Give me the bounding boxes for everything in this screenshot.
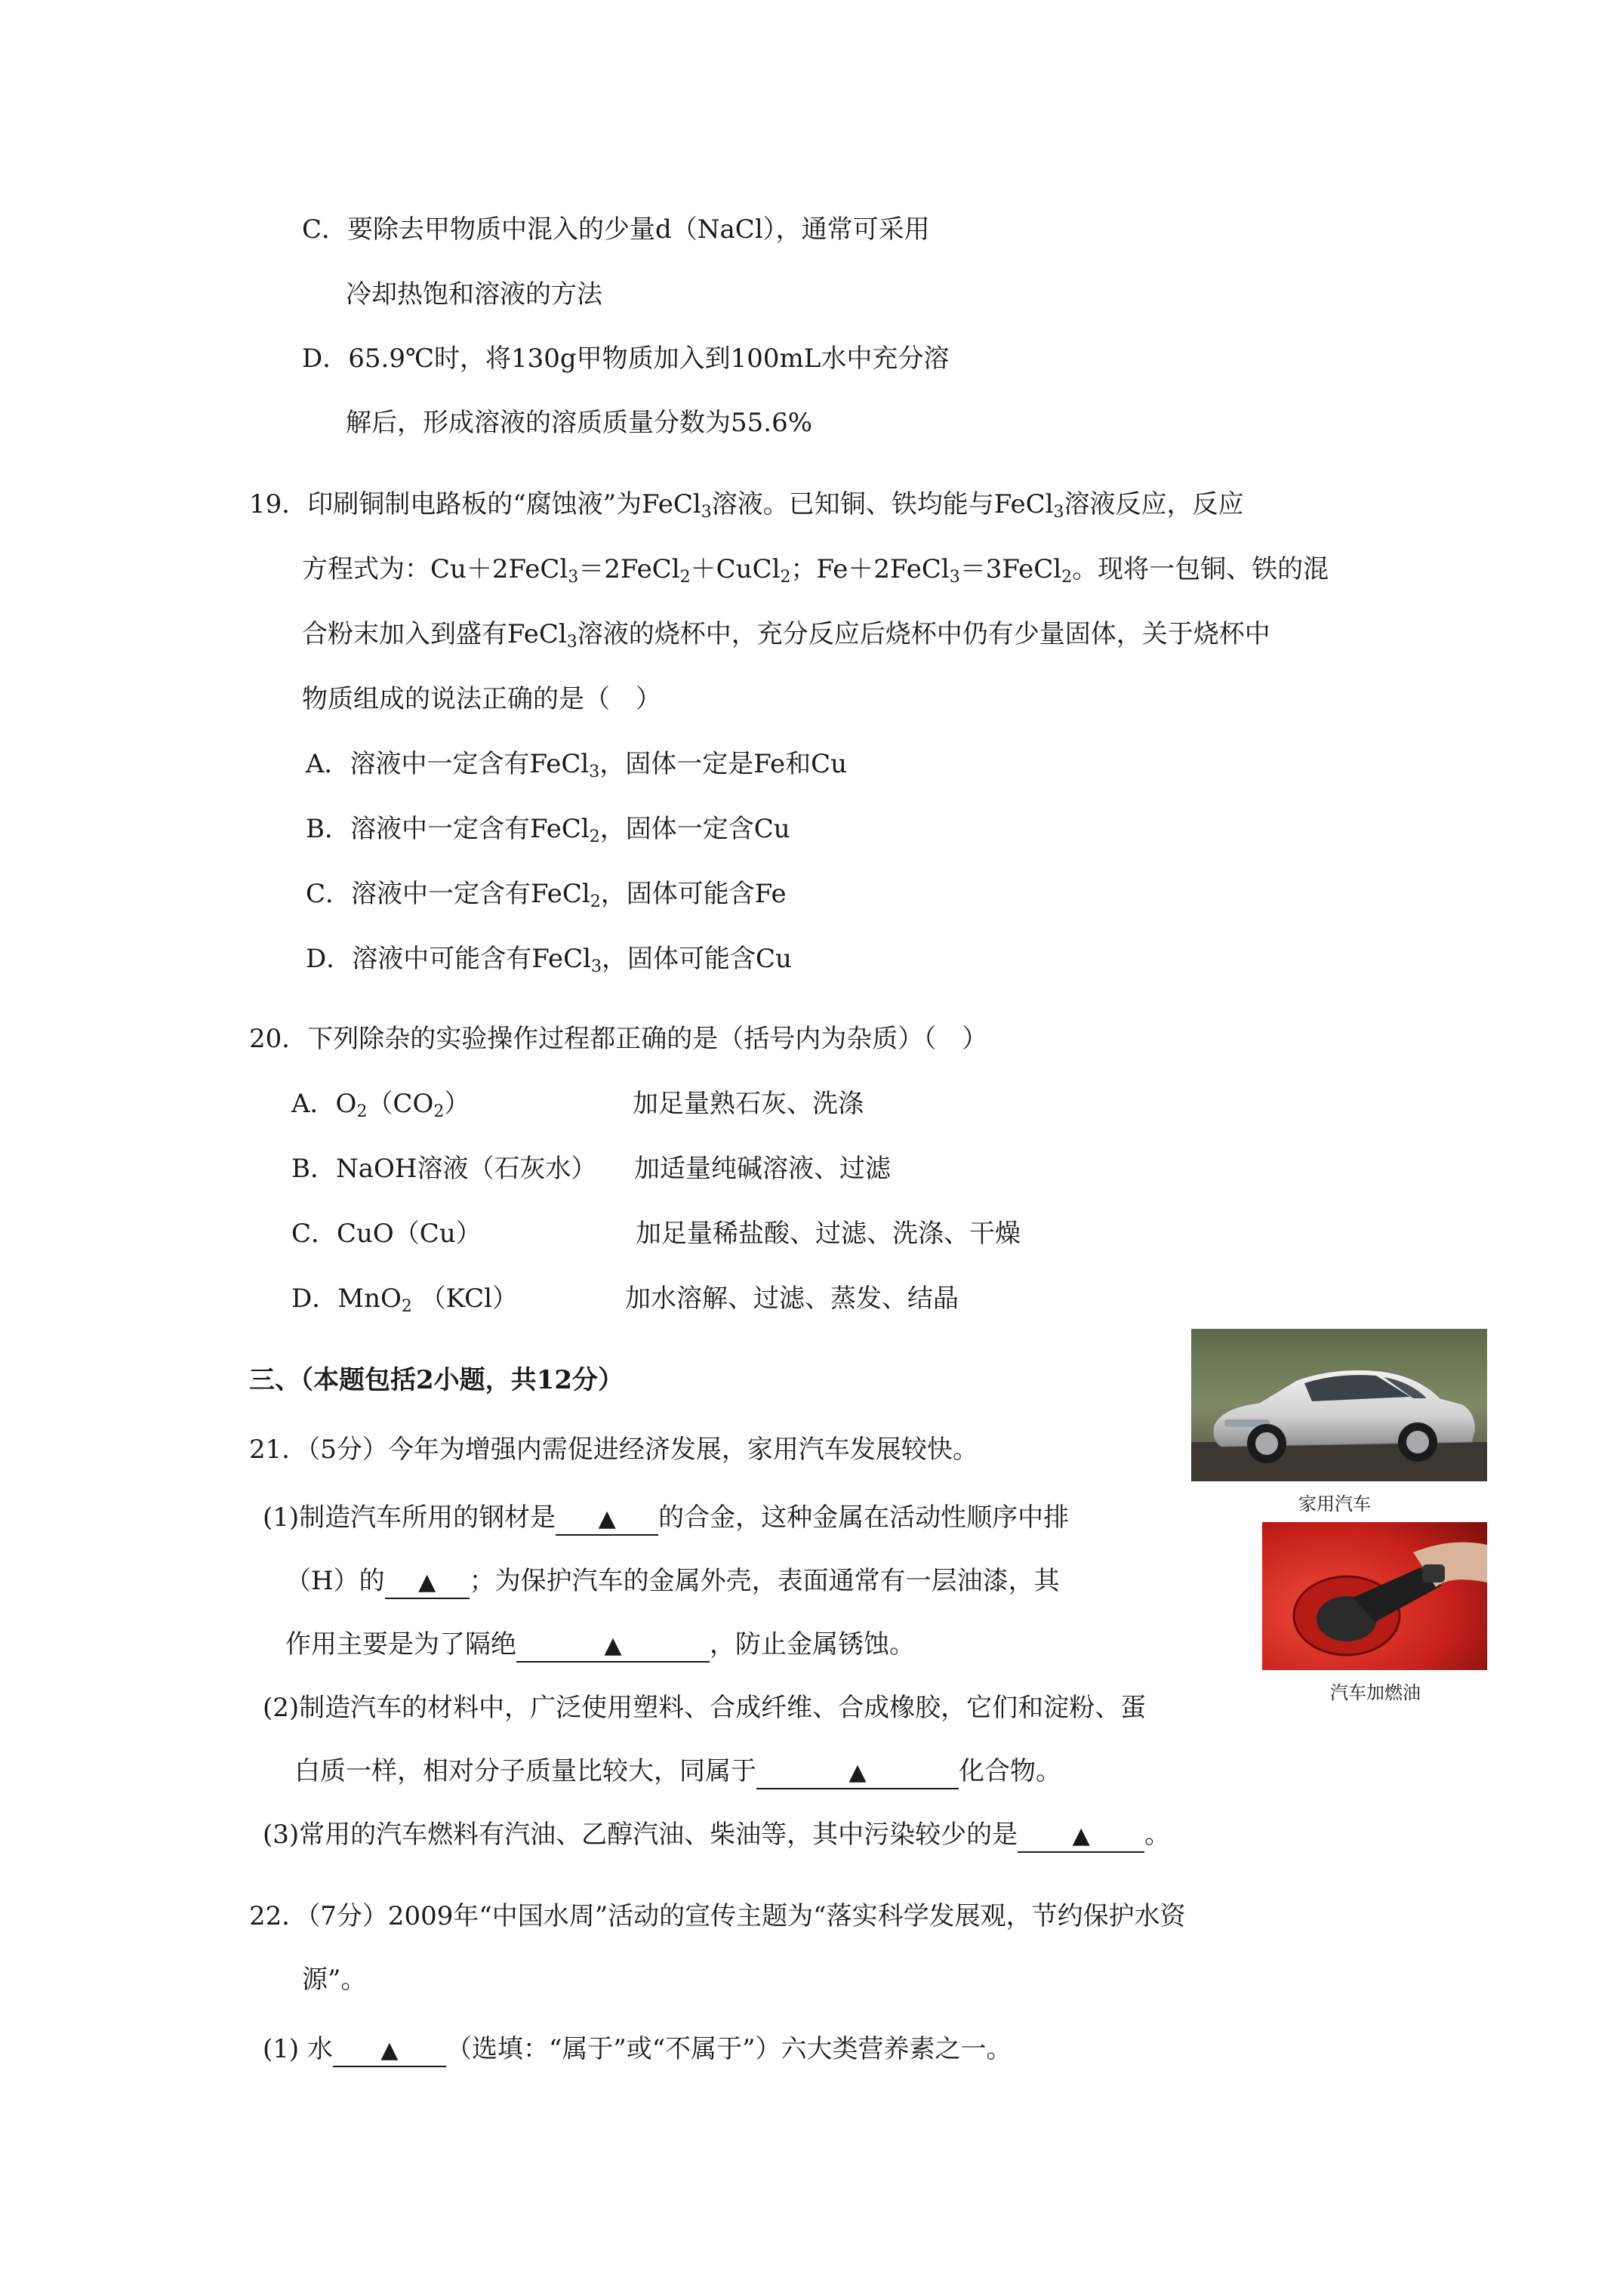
q22-stem-line1: 22．（7分）2009年“中国水周”活动的宣传主题为“落实科学发展观，节约保护水资 [249, 1901, 1186, 1931]
q19-option-a: A．溶液中一定含有FeCl$_3$，固体一定是Fe和Cu [306, 749, 848, 781]
car-refueling-caption: 汽车加燃油 [1330, 1682, 1421, 1703]
q20-option-a: A．$O_2(CO_2)$ [291, 1089, 470, 1121]
q18-option-d-line2: 解后，形成溶液的溶质质量分数为55.6% [346, 408, 813, 438]
q21-stem: 21．（5分）今年为增强内需促进经济发展，家用汽车发展较快。 [249, 1435, 978, 1465]
q19-stem-line1: 19．印刷铜制电路板的“腐蚀液”为FeCl$_3$溶液。已知铜、铁均能与FeCl$_3$溶液反应，反应 [249, 489, 1244, 522]
answer-blank[interactable]: ▲ [516, 1631, 710, 1663]
q21-part1-line3: 作用主要是为了隔绝 ▲ ，防止金属锈蚀。 [285, 1628, 915, 1663]
refueling-image [1262, 1522, 1487, 1670]
section-3-heading: 三、（本题包括2小题，共12分） [249, 1365, 624, 1395]
q21-part3: (3)常用的汽车燃料有汽油、乙醇汽油、柴油等，其中污染较少的是 ▲ 。 [263, 1818, 1170, 1853]
q21-part2-line2: 白质一样，相对分子质量比较大，同属于 ▲ 化合物。 [294, 1755, 1061, 1789]
q21-part1-line2: （H）的 ▲ ；为保护汽车的金属外壳，表面通常有一层油漆，其 [285, 1564, 1060, 1599]
family-car-photo [1191, 1329, 1487, 1481]
q18-option-c-line1: C．要除去甲物质中混入的少量d（NaCl），通常可采用 [302, 214, 930, 245]
answer-blank[interactable]: ▲ [385, 1567, 470, 1599]
q21-part1-line1: (1)制造汽车所用的钢材是 ▲ 的合金，这种金属在活动性顺序中排 [263, 1501, 1069, 1536]
answer-blank[interactable]: ▲ [756, 1758, 959, 1789]
car-image [1191, 1329, 1487, 1481]
q20-stem: 20．下列除杂的实验操作过程都正确的是（括号内为杂质）（ ） [249, 1024, 988, 1054]
q20-option-d: D．MnO$_2$ （KCl） [291, 1284, 519, 1316]
q20-option-c-operation: 加足量稀盐酸、过滤、洗涤、干燥 [636, 1219, 1021, 1249]
q18-option-d-line1: D．65.9℃时，将130g甲物质加入到100mL水中充分溶 [302, 344, 950, 374]
q19-option-c: C．溶液中一定含有FeCl$_2$，固体可能含Fe [306, 879, 787, 911]
q20-option-a-operation: 加足量熟石灰、洗涤 [633, 1089, 864, 1119]
q18-option-c-line2: 冷却热饱和溶液的方法 [346, 279, 602, 310]
q20-option-b: B．NaOH溶液（石灰水） [291, 1154, 597, 1184]
family-car-caption: 家用汽车 [1298, 1493, 1371, 1515]
q19-stem-line2: 方程式为：Cu＋2FeCl$_3$＝2FeCl$_2$＋CuCl$_2$；Fe＋2FeCl$_3$＝3FeCl$_2$。现将一包铜、铁的混 [302, 554, 1329, 587]
q21-part2-line1: (2)制造汽车的材料中，广泛使用塑料、合成纤维、合成橡胶，它们和淀粉、蛋 [263, 1693, 1147, 1723]
q20-option-b-operation: 加适量纯碱溶液、过滤 [634, 1154, 891, 1184]
answer-blank[interactable]: ▲ [556, 1504, 658, 1536]
q19-stem-line4: 物质组成的说法正确的是（ ） [302, 684, 661, 714]
q22-stem-line2: 源”。 [302, 1965, 367, 1995]
q20-option-d-operation: 加水溶解、过滤、蒸发、结晶 [625, 1284, 959, 1314]
q20-option-c: C．CuO（Cu） [291, 1219, 482, 1249]
answer-blank[interactable]: ▲ [333, 2036, 446, 2067]
answer-blank[interactable]: ▲ [1018, 1821, 1144, 1853]
q19-stem-line3: 合粉末加入到盛有FeCl$_3$溶液的烧杯中，充分反应后烧杯中仍有少量固体，关于烧杯中 [302, 619, 1270, 652]
car-refueling-photo [1262, 1522, 1487, 1670]
q22-part1: (1) 水 ▲ （选填：“属于”或“不属于”）六大类营养素之一。 [263, 2032, 1012, 2067]
q19-option-b: B．溶液中一定含有FeCl$_2$，固体一定含Cu [306, 814, 790, 846]
q19-option-d: D．溶液中可能含有FeCl$_3$，固体可能含Cu [306, 944, 792, 976]
